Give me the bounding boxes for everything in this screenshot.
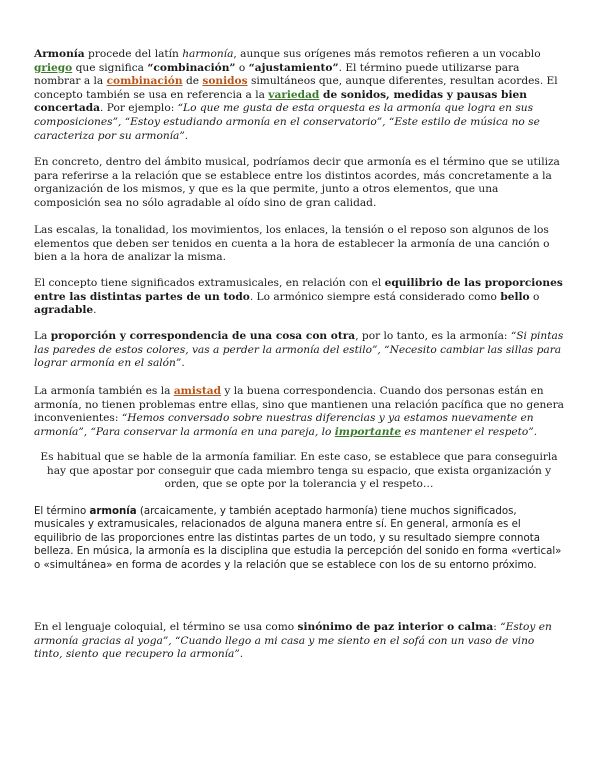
paragraph-colloquial [34,621,564,662]
text: . Por ejemplo: [100,102,178,115]
bold-text: de sonidos, medidas y pausas bien concertada [34,88,527,115]
latin-word: harmonía [182,48,234,60]
text: La [34,330,51,342]
text: En el lenguaje coloquial, el término se usa como [34,621,298,633]
link-griego[interactable]: griego [34,61,73,74]
link-combinacion[interactable]: combinación [106,75,183,88]
text: simultáneos que, aunque diferentes, resultan acordes. El concepto también se usa en referencia a la [34,75,558,101]
text: y la buena correspondencia. Cuando dos personas están en armonía, no tienen problemas entre ellas, sino que mantienen una relación pacífica que no genera inconvenientes: [34,385,564,425]
example-quotes: “Estoy en armonía gracias al yoga”, “Cuando llego a mi casa y me siento en el sofá con un vaso de vino tinto, siento que recupero la armonía” [34,621,552,661]
example-quotes: “Lo que me gusta de esta orquesta es la armonía que logra en sus composiciones”, “Estoy estudiando armonía en el conservatorio”, “Este estilo de música no se caracteriza por su armonía” [34,102,540,142]
paragraph-friendship [34,385,564,439]
text: . Lo armónico siempre está considerado como [249,290,501,303]
text: . [533,425,538,438]
example-quotes: es mantener el respeto” [401,425,534,438]
text: , por lo tanto, es la armonía: [355,330,511,342]
quote-combinacion: “combinación” [147,61,236,74]
text: o [529,290,540,303]
text: , aunque sus orígenes más remotos refieren a un vocablo [233,48,541,60]
text: La armonía también es la [34,385,174,397]
bold-text: equilibrio de las proporciones entre las distintas partes de un todo [34,277,563,303]
text: . [239,648,244,661]
paragraph-musical-scope: En concreto, dentro del ámbito musical, podríamos decir que armonía es el término que se utiliza para referirse a la relación que se establece entre los distintos acordes, más concretamente a la organización de los mismos, y que es la que permite, junto a otros elementos, que una composición sea no sólo agradable al oído sino de gran calidad. [34,156,560,209]
paragraph-definition [34,48,564,143]
bold-text: proporción y correspondencia de una cosa con otra [50,330,356,342]
text: de [182,75,203,88]
text: que significa [72,61,148,74]
text: o [235,61,249,74]
quote-ajustamiento: “ajustamiento” [248,61,339,74]
text: . [181,357,185,370]
paragraph-extramusical [34,277,564,318]
text: El término [34,506,90,517]
example-quotes: “Si pintas las paredes de estos colores, vas a perder la armonía del estilo”, “Necesito cambiar las sillas para lograr armonía en el salón” [34,330,564,370]
link-importante[interactable]: importante [334,425,402,438]
bold-text: agradable [34,304,94,317]
link-amistad[interactable]: amistad [173,385,222,397]
link-sonidos[interactable]: sonidos [202,75,248,88]
paragraph-proportion [34,330,564,371]
paragraph-term [34,505,564,572]
text: . [184,129,189,142]
paragraph-elements: Las escalas, la tonalidad, los movimientos, los enlaces, la tensión o el reposo son algunos de los elementos que deben ser tenidos en cuenta a la hora de establecer la armonía de una canción o bien a la hora de analizar la misma. [34,224,550,264]
bold-text: armonía [89,506,137,517]
link-variedad[interactable]: variedad [268,88,320,101]
term-armonia: Armonía [34,48,85,60]
example-quotes: “Hemos conversado sobre nuestras diferencias y ya estamos nuevamente en armonía”, “Para conservar la armonía en una pareja, lo [34,412,534,438]
text: procede del latín [84,48,183,60]
text: : [493,621,501,633]
bold-text: sinónimo de paz interior o calma [297,621,494,633]
text: . El término puede utilizarse para nombrar a la [34,61,520,88]
text: (arcaicamente, y también aceptado harmonía) tiene muchos significados, musicales y extramusicales, relacionados de alguna manera entre sí. En general, armonía es el equilibrio de las proporciones entre las distintas partes de un todo, y su resultado siempre connota belleza. En música, la armonía es la disciplina que estudia la percepción del sonido en forma «vertical» o «simultánea» en forma de acordes y la relación que se establece con los de su entorno próximo. [34,506,562,571]
text: . [93,304,97,317]
text: El concepto tiene significados extramusicales, en relación con el [34,277,385,289]
bold-text: bello [500,290,530,303]
paragraph-family: Es habitual que se hable de la armonía familiar. En este caso, se establece que para conseguirla hay que apostar por conseguir que cada miembro tenga su espacio, que exista organización y orden, que se opte por la tolerancia y el respeto… [40,451,558,491]
